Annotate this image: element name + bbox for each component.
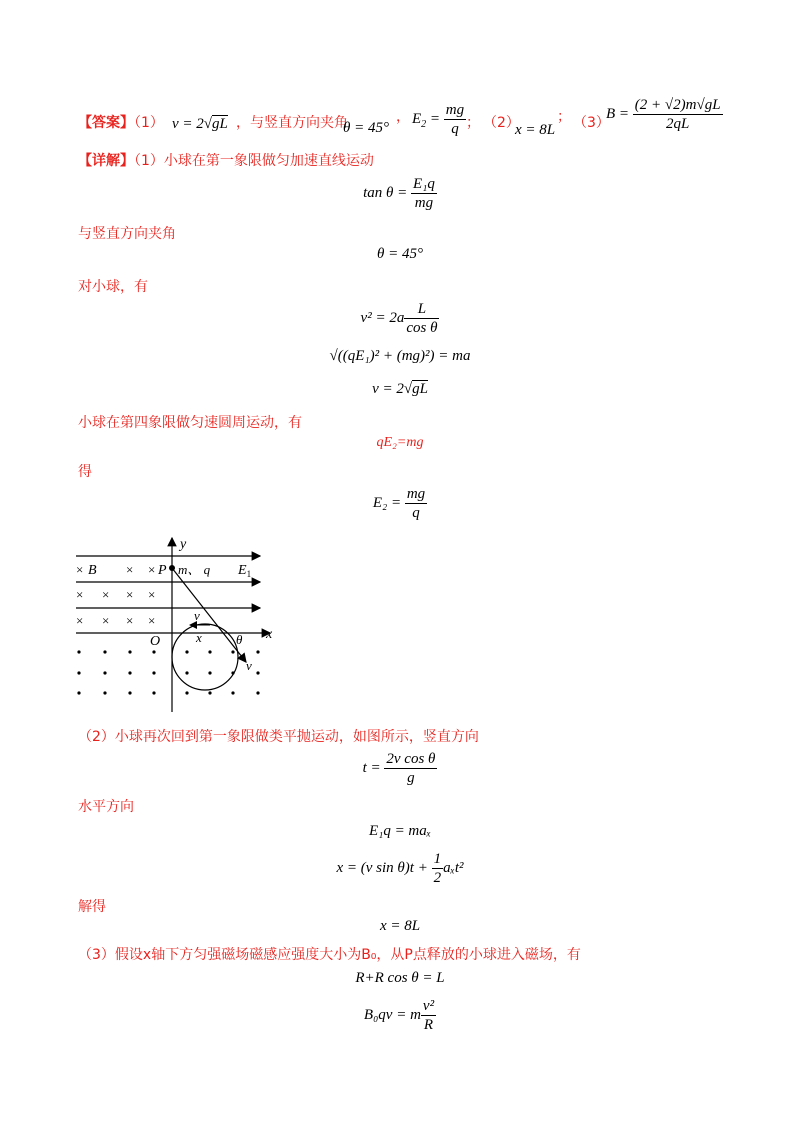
circle-label: 小球在第四象限做匀速圆周运动，有 — [78, 415, 302, 431]
eq-r: R+R cos θ = L — [355, 970, 445, 986]
answer-e2-formula — [412, 101, 466, 138]
eq-e1q: E₁q = maₓ — [368, 823, 432, 839]
cross-mark: × — [102, 587, 110, 602]
answer-b-lhs: B = — [606, 105, 633, 122]
b-label: B — [88, 563, 97, 578]
eq-v2 — [0, 300, 800, 337]
cross-mark: × — [126, 562, 134, 577]
cross-mark: × — [76, 587, 84, 602]
eq-b0-den: R — [423, 1017, 434, 1033]
answer-part3: （3） — [573, 115, 610, 131]
answer-e2-den: q — [451, 121, 459, 137]
eq-qe2: qE₂=mg — [376, 435, 424, 450]
answer-e2-num: mg — [445, 102, 465, 118]
y-axis-label: y — [180, 537, 187, 552]
de-label: 得 — [78, 464, 92, 480]
detail-label: 【详解】 — [78, 153, 134, 169]
angle-label: 与竖直方向夹角 — [78, 226, 176, 242]
cross-mark: × — [76, 562, 84, 577]
answer-semi1: ； — [466, 115, 480, 131]
eq-x-result: x = 8L — [379, 918, 421, 934]
velocity-label-1: v — [194, 608, 200, 623]
eq-t-num: 2v cos θ — [386, 751, 436, 767]
eq-b0 — [0, 997, 800, 1034]
answer-label: 【答案】 — [78, 115, 134, 131]
answer-v-rad: gL — [212, 116, 228, 132]
solve-label: 解得 — [78, 899, 106, 915]
cross-mark: × — [126, 613, 134, 628]
eq-tan-lhs: tan θ = — [363, 184, 412, 201]
answer-angle-text: ，与竖直方向夹角 — [236, 115, 348, 131]
eq-x-frac — [432, 850, 444, 887]
eq-x-den: 2 — [433, 870, 442, 886]
cross-mark: × — [148, 562, 156, 577]
cross-mark: × — [76, 613, 84, 628]
eq-tan — [0, 175, 800, 212]
answer-theta: θ = 45° — [343, 120, 389, 136]
answer-b-formula — [606, 96, 723, 133]
eq-t-lhs: t = — [362, 759, 385, 776]
answer-line — [78, 112, 164, 132]
eq-e2-den: q — [412, 505, 420, 521]
answer-e2-sub: 2 — [421, 118, 427, 130]
ball-label: 对小球，有 — [78, 279, 148, 295]
answer-x: x = 8L — [515, 122, 556, 138]
answer-e2-eq: = — [426, 110, 444, 127]
intro3: （3）假设x轴下方匀强磁场磁感应强度大小为B₀，从P点释放的小球进入磁场，有 — [78, 947, 581, 963]
eq-e2 — [0, 485, 800, 522]
cross-mark: × — [126, 587, 134, 602]
eq-x-num: 1 — [433, 851, 442, 867]
cross-mark: × — [148, 587, 156, 602]
theta-label: θ — [236, 632, 243, 647]
eq-t-frac — [384, 750, 437, 787]
eq-v2-num: L — [404, 300, 439, 319]
eq-tan-frac — [411, 175, 437, 212]
mq-label: m、 q — [178, 562, 211, 577]
p-label: P — [158, 563, 167, 578]
eq-b0-lhs: B₀qv = m — [363, 1006, 421, 1023]
answer-part2: （2） — [483, 115, 520, 131]
answer-e2-frac — [444, 101, 466, 138]
circular-path — [172, 624, 238, 690]
eq-x-rhs: aₓt² — [443, 859, 464, 876]
answer-e2-lhs: E — [412, 110, 422, 127]
eq-tan-num: E₁q — [413, 176, 435, 192]
magnetic-field-dots — [77, 650, 259, 694]
eq-v-rad: gL — [412, 381, 428, 397]
detail-intro1 — [78, 150, 374, 170]
field-diagram — [70, 530, 280, 715]
answer-part1: （1） — [134, 115, 164, 131]
cross-mark: × — [148, 613, 156, 628]
answer-v-formula: v = 2√gL — [172, 116, 228, 132]
eq-e2-frac — [405, 485, 427, 522]
origin-label: O — [150, 634, 161, 649]
eq-v2-frac — [404, 300, 439, 337]
eq-b0-frac — [421, 997, 436, 1034]
detail-intro1-text: （1）小球在第一象限做匀加速直线运动 — [134, 153, 374, 169]
eq-v2-den: cos θ — [406, 320, 438, 336]
x-segment-label: x — [196, 630, 202, 645]
eq-x-lhs: x = (v sin θ)t + — [336, 859, 432, 876]
eq-e2-num: mg — [406, 486, 426, 502]
eq-tan-den: mg — [414, 195, 434, 211]
eq-theta: θ = 45° — [377, 246, 423, 262]
answer-b-den: 2qL — [666, 116, 690, 132]
answer-b-frac — [633, 96, 723, 133]
eq-t — [0, 750, 800, 787]
eq-x — [0, 850, 800, 887]
answer-b-num: (2 + √2)m√gL — [634, 97, 721, 113]
e1-label: $E_1$ — [238, 563, 252, 579]
answer-v-lhs: v = 2 — [172, 116, 204, 132]
x-axis-label: x — [266, 627, 273, 642]
eq-force: √((qE₁)² + (mg)²) = ma — [329, 348, 471, 364]
eq-e2-lhs: E₂ = — [372, 494, 405, 511]
horiz-label: 水平方向 — [78, 799, 134, 815]
eq-v2-lhs: v² = 2a — [360, 309, 405, 326]
eq-v: v = 2√gL — [372, 381, 428, 397]
intro2: （2）小球再次回到第一象限做类平抛运动，如图所示，竖直方向 — [78, 729, 479, 745]
eq-v-lhs: v = 2 — [372, 381, 404, 397]
answer-comma: ， — [396, 109, 410, 125]
velocity-label-2: v — [246, 658, 252, 673]
eq-t-den: g — [407, 770, 415, 786]
eq-b0-num: v² — [422, 998, 435, 1014]
answer-semi2: ； — [557, 109, 571, 125]
cross-mark: × — [102, 613, 110, 628]
